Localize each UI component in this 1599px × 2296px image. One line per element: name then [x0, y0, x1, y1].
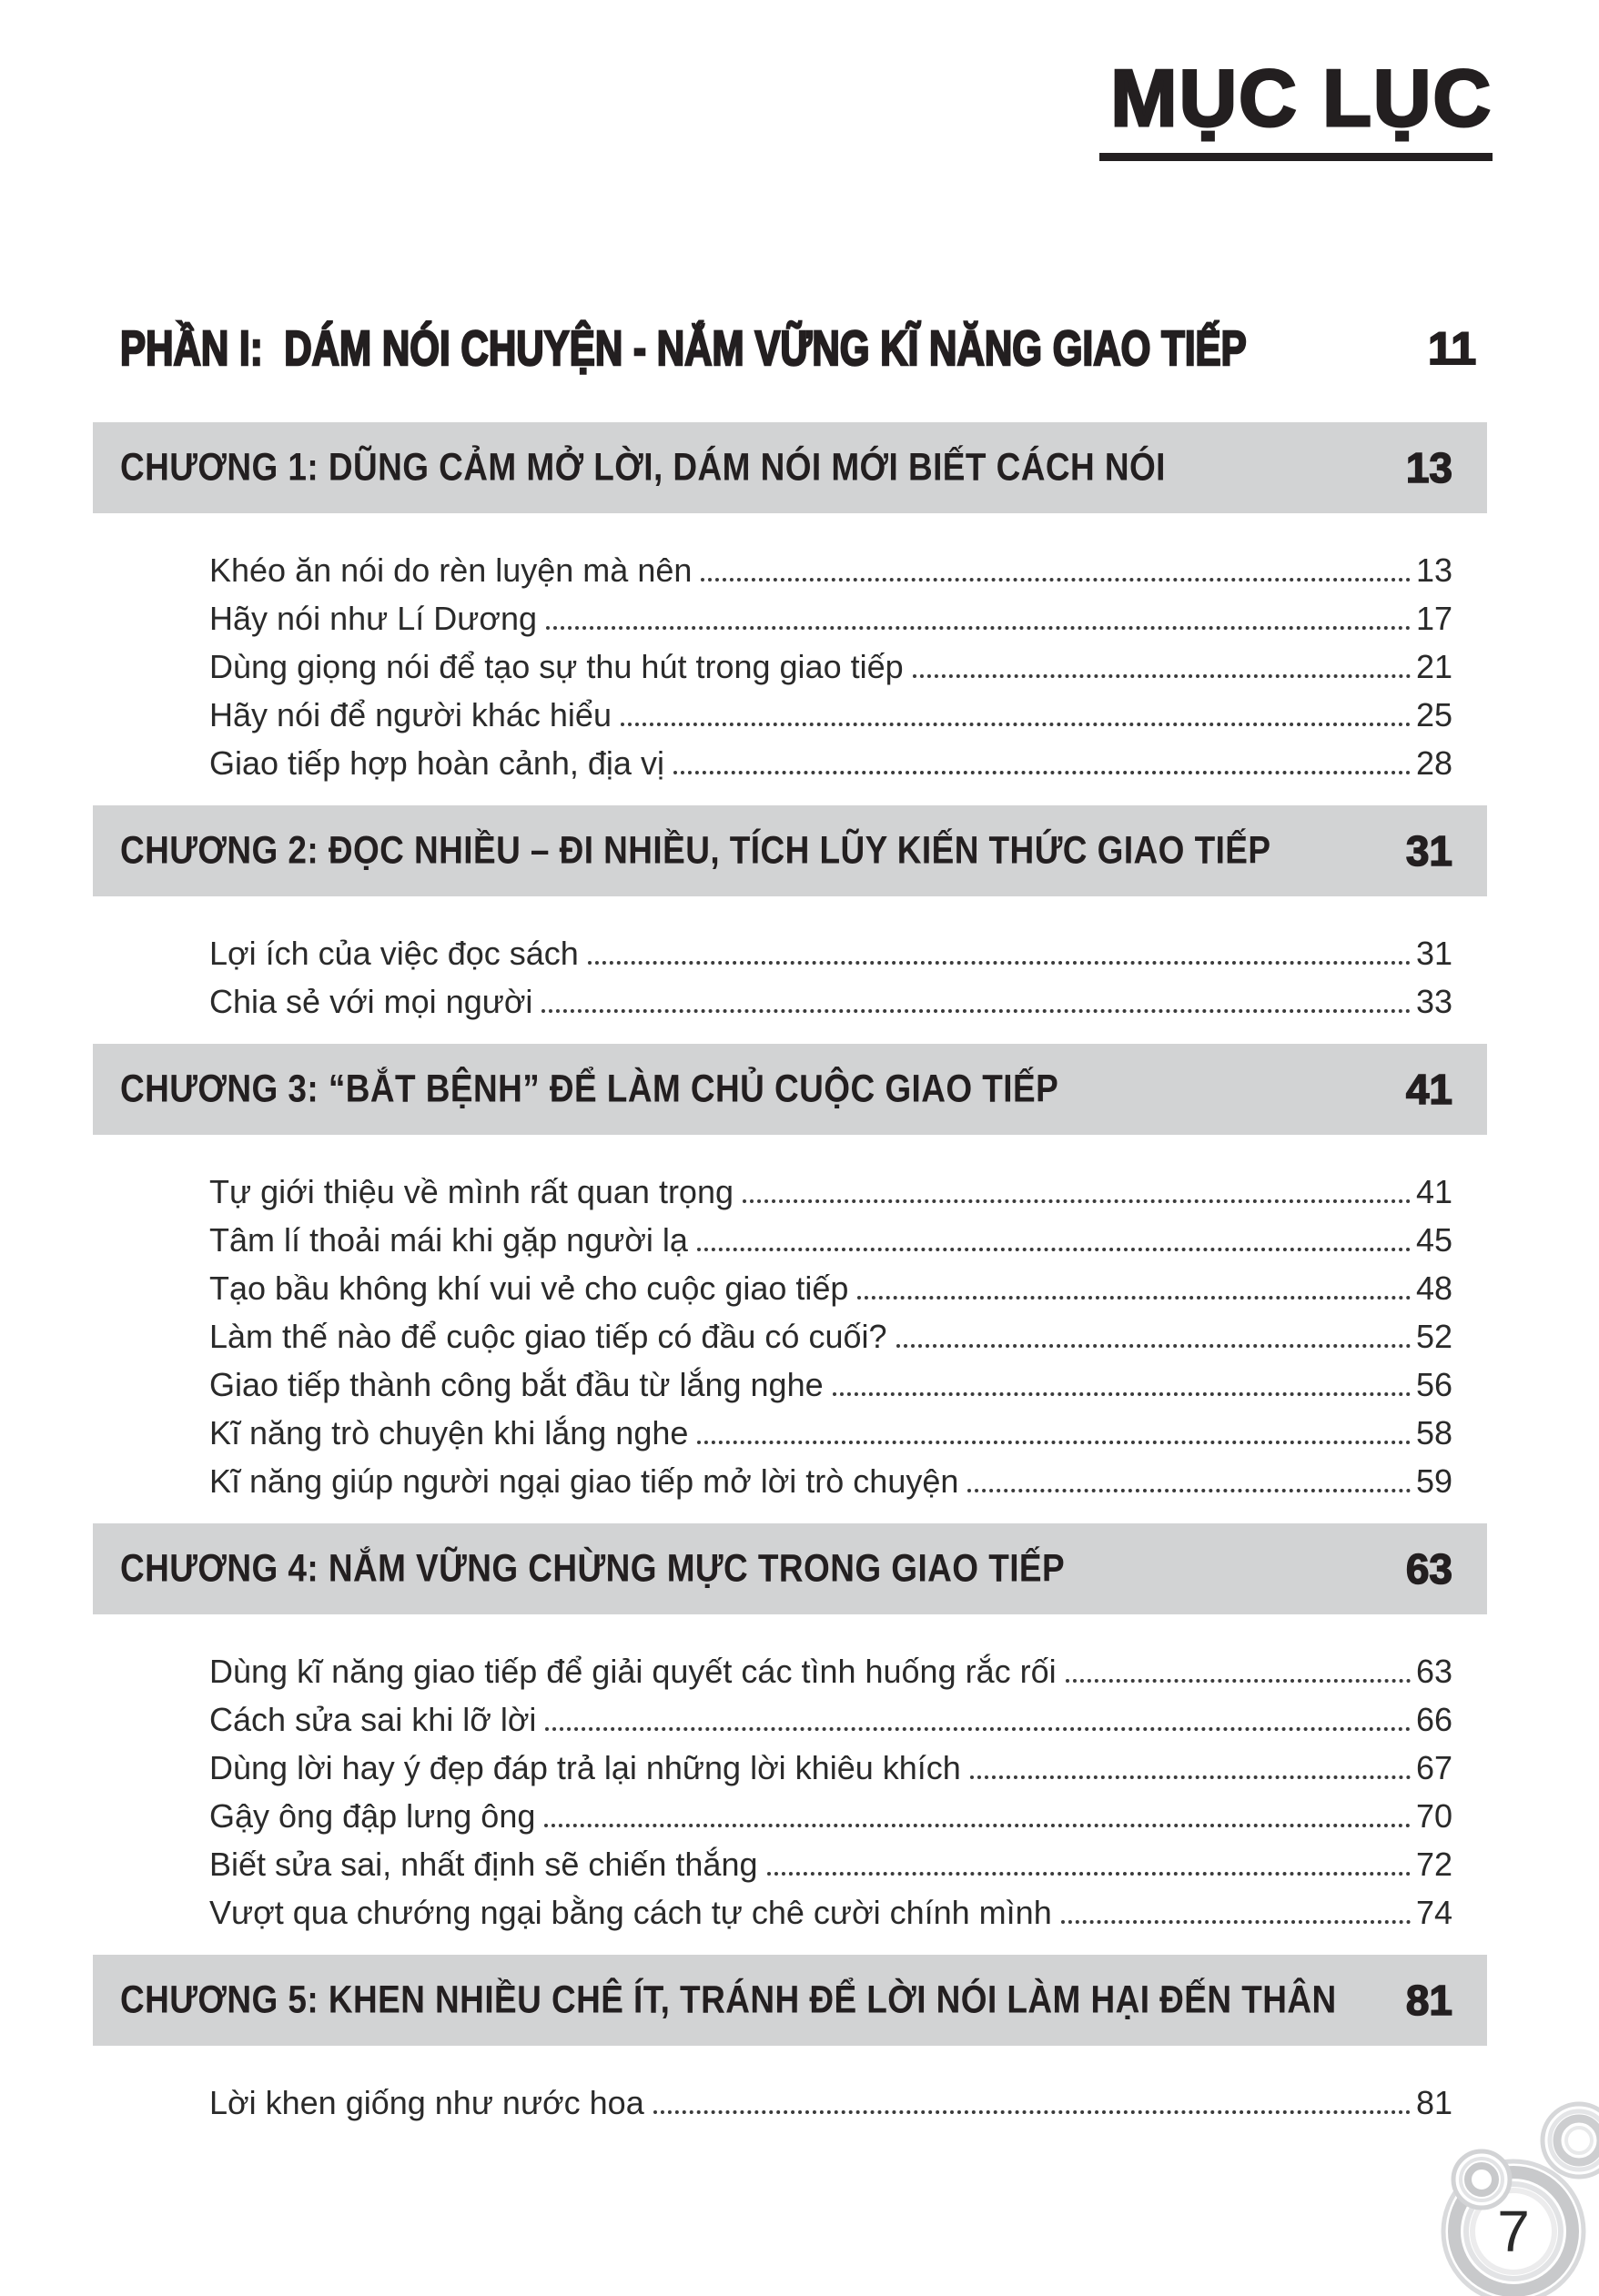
toc-entry-title: Khéo ăn nói do rèn luyện mà nên [209, 551, 693, 589]
chapter-page-number: 13 [1405, 444, 1452, 491]
toc-entry-page-number: 72 [1415, 1845, 1452, 1883]
chapter-header-bar [93, 422, 1487, 513]
toc-entry-row [209, 977, 1452, 1026]
toc-entry-title: Tạo bầu không khí vui vẻ cho cuộc giao tiếp [209, 1269, 849, 1307]
chapter-title: CHƯƠNG 5: KHEN NHIỀU CHÊ ÍT, TRÁNH ĐỂ LỜI NÓI LÀM HẠI ĐẾN THÂN [120, 1977, 1337, 2022]
toc-entry-page-number: 66 [1415, 1700, 1452, 1738]
toc-entry-title: Vượt qua chướng ngại bằng cách tự chê cười chính mình [209, 1893, 1052, 1931]
dot-leader [833, 1392, 1411, 1396]
circle-group-small-top-right [1543, 2104, 1599, 2177]
toc-entry-row [209, 1792, 1452, 1840]
chapter-page-number: 41 [1405, 1066, 1452, 1113]
chapter-items [93, 1647, 1487, 1937]
toc-entry-row [209, 2079, 1452, 2127]
toc-entry-title: Dùng kĩ năng giao tiếp để giải quyết các tình huống rắc rối [209, 1652, 1057, 1690]
toc-entry-page-number: 13 [1415, 551, 1452, 589]
page-header [1099, 53, 1493, 161]
part-page-number: 11 [1428, 323, 1476, 374]
dot-leader [546, 626, 1411, 630]
toc-entry-page-number: 67 [1415, 1748, 1452, 1786]
toc-entry-row [209, 1457, 1452, 1505]
chapter-section [93, 1044, 1487, 1505]
toc-entry-title: Cách sửa sai khi lỡ lời [209, 1700, 537, 1738]
toc-entry-page-number: 28 [1415, 743, 1452, 782]
toc-entry-page-number: 74 [1415, 1893, 1452, 1931]
chapter-page-number: 81 [1405, 1977, 1452, 2024]
toc-entry-row [209, 691, 1452, 739]
toc-entry-title: Giao tiếp hợp hoàn cảnh, địa vị [209, 743, 664, 782]
toc-entry-title: Tâm lí thoải mái khi gặp người lạ [209, 1220, 688, 1259]
toc-entry-title: Làm thế nào để cuộc giao tiếp có đầu có cuối? [209, 1317, 887, 1355]
toc-entry-title: Hãy nói như Lí Dương [209, 599, 537, 637]
chapter-section [93, 1955, 1487, 2127]
chapter-items [93, 546, 1487, 787]
toc-entry-title: Biết sửa sai, nhất định sẽ chiến thắng [209, 1845, 758, 1883]
toc-entry-page-number: 31 [1415, 934, 1452, 972]
circle-group-medium [1453, 2151, 1510, 2208]
dot-leader [544, 1824, 1411, 1827]
part-heading-text: DÁM NÓI CHUYỆN - NẮM VỮNG KĨ NĂNG GIAO TIẾP [284, 321, 1247, 376]
part-row [93, 320, 1487, 377]
dot-leader [588, 961, 1411, 965]
toc-entry-row [209, 546, 1452, 594]
toc-entry-row [209, 929, 1452, 977]
dot-leader [743, 1199, 1411, 1203]
dot-leader [913, 674, 1411, 678]
toc-entry-row [209, 1888, 1452, 1937]
toc-entry-page-number: 52 [1415, 1317, 1452, 1355]
table-of-contents [93, 320, 1487, 2145]
toc-entry-page-number: 70 [1415, 1796, 1452, 1835]
dot-leader [967, 1489, 1411, 1492]
toc-entry-title: Tự giới thiệu về mình rất quan trọng [209, 1172, 734, 1210]
dot-leader [697, 1248, 1411, 1251]
toc-entry-page-number: 58 [1415, 1413, 1452, 1451]
dot-leader [767, 1872, 1411, 1876]
page-title: MỤC LỤC [1110, 53, 1493, 143]
chapter-section [93, 422, 1487, 787]
toc-entry-title: Kĩ năng trò chuyện khi lắng nghe [209, 1413, 689, 1451]
toc-entry-row [209, 739, 1452, 787]
toc-entry-page-number: 48 [1415, 1269, 1452, 1307]
toc-entry-title: Lời khen giống như nước hoa [209, 2083, 644, 2121]
part-label: PHẦN I: [120, 321, 263, 376]
toc-entry-page-number: 59 [1415, 1462, 1452, 1500]
toc-entry-row [209, 1695, 1452, 1744]
toc-entry-page-number: 45 [1415, 1220, 1452, 1259]
chapter-items [93, 929, 1487, 1026]
toc-entry-title: Giao tiếp thành công bắt đầu từ lắng nghe [209, 1365, 824, 1403]
toc-entry-page-number: 17 [1415, 599, 1452, 637]
toc-entry-page-number: 63 [1415, 1652, 1452, 1690]
dot-leader [1061, 1920, 1411, 1924]
dot-leader [545, 1727, 1411, 1731]
title-underline [1099, 153, 1493, 161]
toc-entry-page-number: 81 [1415, 2083, 1452, 2121]
toc-entry-title: Lợi ích của việc đọc sách [209, 934, 579, 972]
toc-entry-row [209, 1168, 1452, 1216]
toc-entry-title: Kĩ năng giúp người ngại giao tiếp mở lời trò chuyện [209, 1462, 959, 1500]
chapter-header-bar [93, 1955, 1487, 2046]
toc-entry-page-number: 33 [1415, 982, 1452, 1020]
chapter-header-bar [93, 1044, 1487, 1135]
toc-entry-title: Hãy nói để người khác hiểu [209, 695, 612, 733]
dot-leader [970, 1775, 1411, 1779]
toc-entry-row [209, 1264, 1452, 1312]
chapter-header-bar [93, 1523, 1487, 1614]
dot-leader [1066, 1679, 1411, 1683]
chapter-section [93, 805, 1487, 1026]
dot-leader [697, 1441, 1411, 1444]
concentric-circles-decoration [1285, 2055, 1599, 2296]
toc-entry-row [209, 1216, 1452, 1264]
toc-entry-row [209, 1409, 1452, 1457]
dot-leader [701, 578, 1411, 582]
chapter-title: CHƯƠNG 3: “BẮT BỆNH” ĐỂ LÀM CHỦ CUỘC GIAO TIẾP [120, 1067, 1059, 1111]
chapter-section [93, 1523, 1487, 1937]
chapter-title: CHƯƠNG 1: DŨNG CẢM MỞ LỜI, DÁM NÓI MỚI BIẾT CÁCH NÓI [120, 445, 1166, 490]
toc-entry-page-number: 41 [1415, 1172, 1452, 1210]
toc-entry-page-number: 25 [1415, 695, 1452, 733]
dot-leader [673, 771, 1411, 774]
toc-entry-page-number: 56 [1415, 1365, 1452, 1403]
toc-chapters [93, 422, 1487, 2127]
chapter-items [93, 2079, 1487, 2127]
toc-entry-title: Dùng lời hay ý đẹp đáp trả lại những lời khiêu khích [209, 1748, 961, 1786]
toc-entry-title: Dùng giọng nói để tạo sự thu hút trong giao tiếp [209, 647, 904, 685]
part-title [120, 320, 1247, 377]
chapter-page-number: 31 [1405, 827, 1452, 875]
chapter-header-bar [93, 805, 1487, 896]
chapter-title: CHƯƠNG 4: NẮM VỮNG CHỪNG MỰC TRONG GIAO TIẾP [120, 1546, 1066, 1591]
dot-leader [857, 1296, 1410, 1300]
toc-entry-row [209, 642, 1452, 691]
toc-entry-row [209, 1840, 1452, 1888]
toc-entry-row [209, 594, 1452, 642]
dot-leader [896, 1344, 1411, 1348]
dot-leader [621, 723, 1411, 726]
toc-entry-title: Chia sẻ với mọi người [209, 982, 533, 1020]
toc-entry-title: Gậy ông đập lưng ông [209, 1796, 536, 1835]
toc-entry-page-number: 21 [1415, 647, 1452, 685]
chapter-page-number: 63 [1405, 1545, 1452, 1593]
folio-page-number: 7 [1497, 2199, 1530, 2264]
chapter-items [93, 1168, 1487, 1505]
toc-entry-row [209, 1360, 1452, 1409]
toc-entry-row [209, 1647, 1452, 1695]
chapter-title: CHƯƠNG 2: ĐỌC NHIỀU – ĐI NHIỀU, TÍCH LŨY KIẾN THỨC GIAO TIẾP [120, 828, 1271, 873]
toc-entry-row [209, 1312, 1452, 1360]
dot-leader [541, 1009, 1411, 1013]
toc-entry-row [209, 1744, 1452, 1792]
